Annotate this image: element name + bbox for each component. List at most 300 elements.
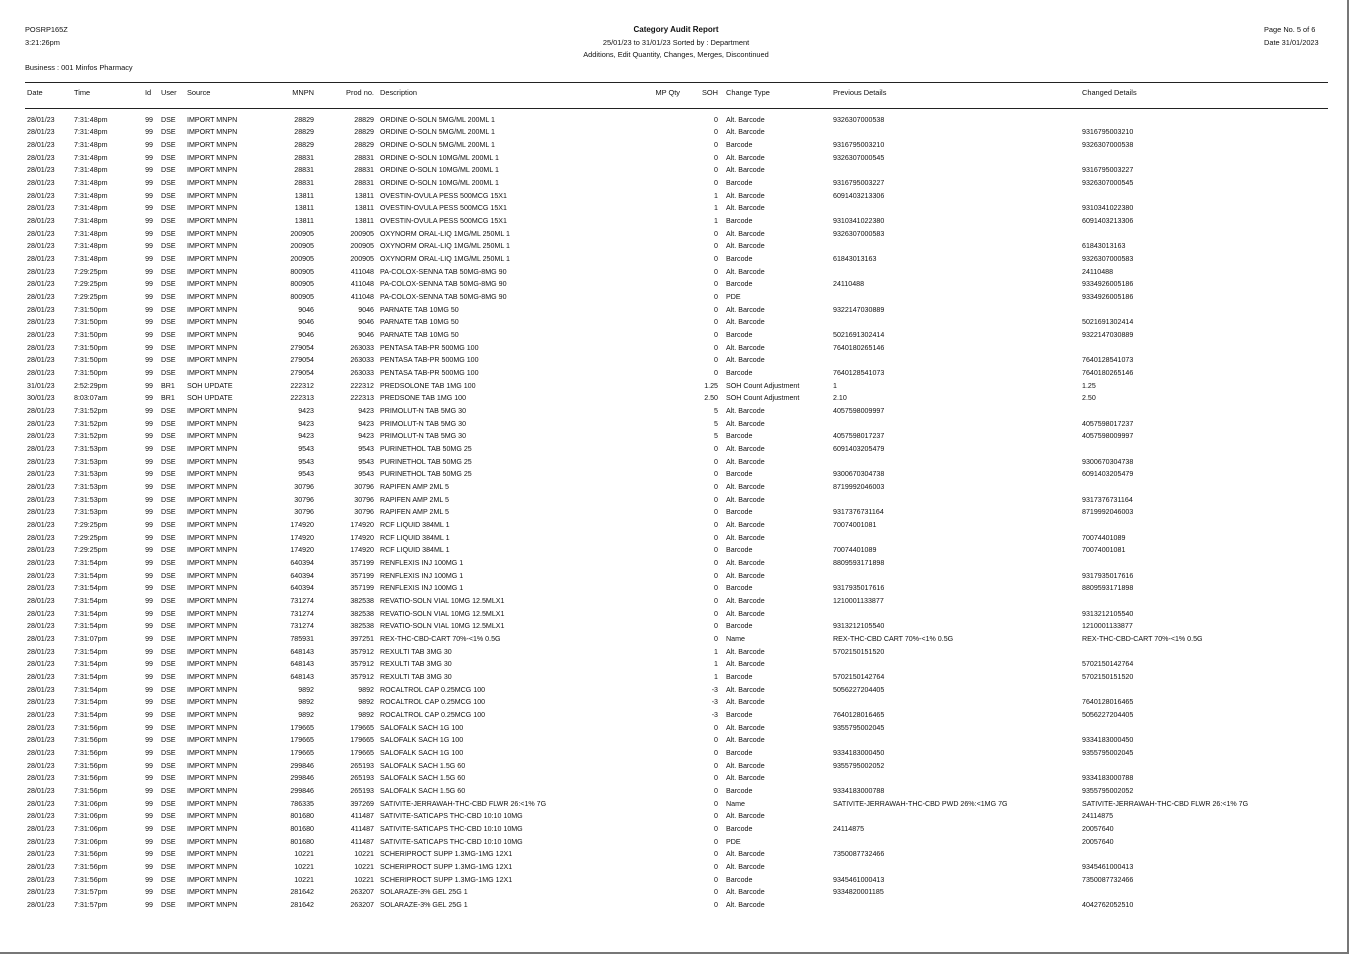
cell-prod-no: 9543 <box>358 444 374 453</box>
cell-user: DSE <box>161 343 176 352</box>
cell-id: 99 <box>145 343 153 352</box>
cell-time: 7:31:53pm <box>74 508 108 517</box>
col-previous-details: Previous Details <box>833 88 887 97</box>
cell-id: 99 <box>145 901 153 910</box>
cell-source: IMPORT MNPN <box>187 153 238 162</box>
cell-id: 99 <box>145 191 153 200</box>
cell-change-type: Alt. Barcode <box>726 115 765 124</box>
cell-change-type: Barcode <box>726 330 753 339</box>
cell-time: 7:31:53pm <box>74 470 108 479</box>
cell-id: 99 <box>145 875 153 884</box>
table-row <box>0 354 1349 367</box>
table-row <box>0 152 1349 165</box>
cell-mnpn: 28829 <box>294 115 314 124</box>
cell-changed-details: 9322147030889 <box>1082 330 1134 339</box>
cell-user: DSE <box>161 292 176 301</box>
cell-date: 28/01/23 <box>27 685 55 694</box>
cell-id: 99 <box>145 280 153 289</box>
cell-time: 7:31:48pm <box>74 128 108 137</box>
cell-description: SALOFALK SACH 1G 100 <box>380 749 464 758</box>
cell-previous-details: 9334183000450 <box>833 749 885 758</box>
cell-changed-details: 9317935017616 <box>1082 571 1134 580</box>
cell-change-type: Barcode <box>726 254 753 263</box>
cell-description: ORDINE O-SOLN 5MG/ML 200ML 1 <box>380 115 495 124</box>
cell-source: IMPORT MNPN <box>187 837 238 846</box>
cell-time: 7:31:54pm <box>74 685 108 694</box>
cell-source: IMPORT MNPN <box>187 508 238 517</box>
cell-prod-no: 357199 <box>350 571 374 580</box>
col-user: User <box>161 88 177 97</box>
cell-description: SATIVITE-SATICAPS THC-CBD 10:10 10MG <box>380 812 523 821</box>
cell-soh: 0 <box>714 888 718 897</box>
table-row <box>0 646 1349 659</box>
cell-changed-details: 9334926005186 <box>1082 280 1134 289</box>
cell-user: DSE <box>161 711 176 720</box>
cell-prod-no: 9046 <box>358 305 374 314</box>
cell-previous-details: 9355795002052 <box>833 761 885 770</box>
cell-previous-details: 4057598017237 <box>833 432 885 441</box>
cell-prod-no: 28829 <box>354 115 374 124</box>
cell-date: 28/01/23 <box>27 799 55 808</box>
cell-changed-details: 2.50 <box>1082 394 1096 403</box>
cell-changed-details: 4042762052510 <box>1082 901 1134 910</box>
cell-prod-no: 179665 <box>350 749 374 758</box>
cell-source: IMPORT MNPN <box>187 242 238 251</box>
cell-change-type: Alt. Barcode <box>726 356 765 365</box>
cell-date: 28/01/23 <box>27 343 55 352</box>
cell-time: 7:31:06pm <box>74 825 108 834</box>
cell-date: 28/01/23 <box>27 622 55 631</box>
cell-mnpn: 640394 <box>290 559 314 568</box>
cell-source: IMPORT MNPN <box>187 723 238 732</box>
cell-source: IMPORT MNPN <box>187 546 238 555</box>
cell-previous-details: REX-THC-CBD CART 70%-<1% 0.5G <box>833 635 954 644</box>
cell-source: IMPORT MNPN <box>187 559 238 568</box>
cell-soh: 0 <box>714 368 718 377</box>
table-row <box>0 684 1349 697</box>
cell-time: 7:31:48pm <box>74 204 108 213</box>
cell-mnpn: 800905 <box>290 292 314 301</box>
cell-date: 28/01/23 <box>27 457 55 466</box>
cell-mnpn: 30796 <box>294 495 314 504</box>
cell-changed-details: 6091403213306 <box>1082 216 1134 225</box>
cell-prod-no: 397269 <box>350 799 374 808</box>
cell-mnpn: 9423 <box>298 406 314 415</box>
cell-date: 28/01/23 <box>27 280 55 289</box>
cell-description: PA-COLOX-SENNA TAB 50MG-8MG 90 <box>380 280 507 289</box>
cell-previous-details: 70074401089 <box>833 546 877 555</box>
cell-soh: 0 <box>714 495 718 504</box>
cell-user: DSE <box>161 533 176 542</box>
cell-user: DSE <box>161 863 176 872</box>
cell-soh: 5 <box>714 406 718 415</box>
cell-changed-details: SATIVITE-JERRAWAH-THC-CBD FLWR 26:<1% 7G <box>1082 799 1249 808</box>
cell-user: DSE <box>161 685 176 694</box>
cell-user: DSE <box>161 280 176 289</box>
cell-date: 28/01/23 <box>27 584 55 593</box>
cell-id: 99 <box>145 305 153 314</box>
cell-source: IMPORT MNPN <box>187 736 238 745</box>
cell-description: PARNATE TAB 10MG 50 <box>380 318 459 327</box>
cell-source: IMPORT MNPN <box>187 229 238 238</box>
cell-user: DSE <box>161 660 176 669</box>
cell-change-type: Alt. Barcode <box>726 571 765 580</box>
cell-user: DSE <box>161 457 176 466</box>
cell-id: 99 <box>145 432 153 441</box>
col-change-type: Change Type <box>726 88 770 97</box>
cell-change-type: Name <box>726 799 745 808</box>
cell-description: SATIVITE-JERRAWAH-THC-CBD FLWR 26:<1% 7G <box>380 799 547 808</box>
cell-source: IMPORT MNPN <box>187 863 238 872</box>
cell-soh: 2.50 <box>704 394 718 403</box>
cell-mnpn: 10221 <box>294 863 314 872</box>
col-changed-details: Changed Details <box>1082 88 1137 97</box>
cell-description: PURINETHOL TAB 50MG 25 <box>380 457 472 466</box>
cell-changed-details: 7640180265146 <box>1082 368 1134 377</box>
cell-description: SALOFALK SACH 1G 100 <box>380 723 464 732</box>
cell-date: 28/01/23 <box>27 711 55 720</box>
cell-description: PENTASA TAB-PR 500MG 100 <box>380 368 479 377</box>
table-row <box>0 772 1349 785</box>
col-description: Description <box>380 88 417 97</box>
cell-id: 99 <box>145 242 153 251</box>
cell-mnpn: 299846 <box>290 774 314 783</box>
cell-prod-no: 174920 <box>350 521 374 529</box>
cell-user: DSE <box>161 647 176 656</box>
cell-time: 7:31:48pm <box>74 178 108 187</box>
cell-prod-no: 263033 <box>350 343 374 352</box>
cell-soh: 1 <box>714 647 718 656</box>
cell-change-type: Barcode <box>726 711 753 720</box>
cell-source: IMPORT MNPN <box>187 660 238 669</box>
cell-description: PURINETHOL TAB 50MG 25 <box>380 470 472 479</box>
cell-date: 28/01/23 <box>27 761 55 770</box>
cell-change-type: Alt. Barcode <box>726 647 765 656</box>
cell-source: IMPORT MNPN <box>187 888 238 897</box>
cell-time: 2:52:29pm <box>74 381 108 390</box>
table-row <box>0 342 1349 355</box>
cell-source: IMPORT MNPN <box>187 482 238 491</box>
cell-soh: 0 <box>714 128 718 137</box>
cell-date: 28/01/23 <box>27 673 55 682</box>
cell-change-type: Alt. Barcode <box>726 521 765 529</box>
cell-description: ORDINE O-SOLN 10MG/ML 200ML 1 <box>380 153 499 162</box>
cell-id: 99 <box>145 584 153 593</box>
cell-soh: 5 <box>714 419 718 428</box>
cell-source: IMPORT MNPN <box>187 495 238 504</box>
cell-time: 7:29:25pm <box>74 546 108 555</box>
cell-id: 99 <box>145 635 153 644</box>
cell-time: 7:31:54pm <box>74 711 108 720</box>
report-subtitle: Additions, Edit Quantity, Changes, Merges, Discontinued <box>583 50 769 59</box>
cell-soh: 0 <box>714 723 718 732</box>
cell-soh: 0 <box>714 267 718 276</box>
cell-previous-details: 9334183000788 <box>833 787 885 796</box>
cell-source: IMPORT MNPN <box>187 761 238 770</box>
cell-source: IMPORT MNPN <box>187 254 238 263</box>
cell-time: 7:31:48pm <box>74 216 108 225</box>
cell-user: DSE <box>161 609 176 618</box>
cell-change-type: Alt. Barcode <box>726 166 765 175</box>
cell-user: DSE <box>161 673 176 682</box>
cell-soh: 0 <box>714 508 718 517</box>
cell-soh: 0 <box>714 571 718 580</box>
cell-soh: 0 <box>714 799 718 808</box>
cell-change-type: Alt. Barcode <box>726 698 765 707</box>
cell-id: 99 <box>145 254 153 263</box>
cell-date: 28/01/23 <box>27 736 55 745</box>
cell-change-type: Alt. Barcode <box>726 128 765 137</box>
cell-user: DSE <box>161 571 176 580</box>
cell-user: DSE <box>161 622 176 631</box>
cell-user: DSE <box>161 723 176 732</box>
cell-change-type: PDE <box>726 837 741 846</box>
cell-changed-details: 5702150142764 <box>1082 660 1134 669</box>
cell-date: 28/01/23 <box>27 153 55 162</box>
cell-user: DSE <box>161 153 176 162</box>
cell-changed-details: 9326307000538 <box>1082 140 1134 149</box>
table-row <box>0 304 1349 317</box>
cell-change-type: Alt. Barcode <box>726 660 765 669</box>
cell-change-type: Alt. Barcode <box>726 204 765 213</box>
cell-description: PA-COLOX-SENNA TAB 50MG-8MG 90 <box>380 292 507 301</box>
table-row <box>0 329 1349 342</box>
cell-date: 28/01/23 <box>27 787 55 796</box>
cell-soh: 1.25 <box>704 381 718 390</box>
cell-date: 28/01/23 <box>27 508 55 517</box>
cell-id: 99 <box>145 622 153 631</box>
cell-change-type: Barcode <box>726 749 753 758</box>
cell-change-type: Alt. Barcode <box>726 609 765 618</box>
cell-prod-no: 9543 <box>358 470 374 479</box>
cell-user: DSE <box>161 128 176 137</box>
cell-previous-details: 61843013163 <box>833 254 877 263</box>
table-row <box>0 519 1349 532</box>
cell-change-type: Barcode <box>726 216 753 225</box>
cell-user: DSE <box>161 901 176 910</box>
cell-id: 99 <box>145 685 153 694</box>
cell-date: 28/01/23 <box>27 597 55 606</box>
cell-soh: 0 <box>714 280 718 289</box>
cell-date: 28/01/23 <box>27 863 55 872</box>
cell-soh: 0 <box>714 166 718 175</box>
cell-mnpn: 279054 <box>290 356 314 365</box>
cell-prod-no: 357199 <box>350 559 374 568</box>
cell-mnpn: 222312 <box>290 381 314 390</box>
cell-mnpn: 179665 <box>290 723 314 732</box>
cell-description: REXULTI TAB 3MG 30 <box>380 647 452 656</box>
cell-source: IMPORT MNPN <box>187 318 238 327</box>
cell-previous-details: 9300670304738 <box>833 470 885 479</box>
cell-change-type: Alt. Barcode <box>726 761 765 770</box>
table-row <box>0 367 1349 380</box>
cell-prod-no: 10221 <box>354 863 374 872</box>
table-row <box>0 253 1349 266</box>
cell-source: IMPORT MNPN <box>187 799 238 808</box>
cell-prod-no: 411487 <box>350 812 374 821</box>
cell-source: SOH UPDATE <box>187 394 233 403</box>
cell-prod-no: 222313 <box>350 394 374 403</box>
cell-change-type: Alt. Barcode <box>726 863 765 872</box>
cell-soh: 0 <box>714 305 718 314</box>
cell-time: 7:31:54pm <box>74 597 108 606</box>
cell-change-type: Barcode <box>726 178 753 187</box>
cell-id: 99 <box>145 774 153 783</box>
cell-change-type: Barcode <box>726 622 753 631</box>
cell-change-type: Barcode <box>726 368 753 377</box>
cell-id: 99 <box>145 673 153 682</box>
cell-id: 99 <box>145 799 153 808</box>
table-row <box>0 139 1349 152</box>
cell-prod-no: 263033 <box>350 368 374 377</box>
cell-user: DSE <box>161 635 176 644</box>
cell-mnpn: 9046 <box>298 330 314 339</box>
cell-description: SOLARAZE-3% GEL 25G 1 <box>380 888 468 897</box>
cell-soh: 0 <box>714 330 718 339</box>
cell-source: IMPORT MNPN <box>187 216 238 225</box>
cell-description: RENFLEXIS INJ 100MG 1 <box>380 584 464 593</box>
cell-changed-details: 61843013163 <box>1082 242 1126 251</box>
cell-source: IMPORT MNPN <box>187 470 238 479</box>
cell-user: DSE <box>161 229 176 238</box>
cell-previous-details: 9316795003210 <box>833 140 885 149</box>
cell-description: ORDINE O-SOLN 10MG/ML 200ML 1 <box>380 178 499 187</box>
cell-mnpn: 801680 <box>290 825 314 834</box>
cell-id: 99 <box>145 850 153 859</box>
table-row <box>0 126 1349 139</box>
table-row <box>0 608 1349 621</box>
cell-change-type: Alt. Barcode <box>726 267 765 276</box>
cell-mnpn: 9543 <box>298 470 314 479</box>
cell-time: 7:31:56pm <box>74 875 108 884</box>
table-row <box>0 392 1349 405</box>
cell-date: 28/01/23 <box>27 406 55 415</box>
table-row <box>0 696 1349 709</box>
cell-prod-no: 9423 <box>358 406 374 415</box>
cell-id: 99 <box>145 609 153 618</box>
cell-change-type: PDE <box>726 292 741 301</box>
cell-description: SALOFALK SACH 1.5G 60 <box>380 774 466 783</box>
cell-change-type: Barcode <box>726 432 753 441</box>
table-row <box>0 874 1349 887</box>
cell-changed-details: 70074001081 <box>1082 546 1126 555</box>
cell-date: 28/01/23 <box>27 647 55 656</box>
cell-prod-no: 397251 <box>350 635 374 644</box>
cell-soh: 0 <box>714 837 718 846</box>
header-bottom-rule <box>25 108 1328 109</box>
table-row <box>0 114 1349 127</box>
cell-source: IMPORT MNPN <box>187 191 238 200</box>
cell-soh: 0 <box>714 609 718 618</box>
cell-user: DSE <box>161 584 176 593</box>
cell-soh: 0 <box>714 140 718 149</box>
cell-changed-details: 1.25 <box>1082 381 1096 390</box>
cell-changed-details: 9316795003210 <box>1082 128 1134 137</box>
cell-soh: 0 <box>714 178 718 187</box>
cell-source: IMPORT MNPN <box>187 571 238 580</box>
cell-id: 99 <box>145 204 153 213</box>
cell-mnpn: 785931 <box>290 635 314 644</box>
cell-prod-no: 28829 <box>354 128 374 137</box>
cell-date: 28/01/23 <box>27 140 55 149</box>
cell-mnpn: 200905 <box>290 254 314 263</box>
cell-prod-no: 9423 <box>358 419 374 428</box>
cell-source: IMPORT MNPN <box>187 178 238 187</box>
cell-mnpn: 9543 <box>298 444 314 453</box>
cell-mnpn: 9423 <box>298 432 314 441</box>
cell-change-type: Alt. Barcode <box>726 191 765 200</box>
cell-soh: 0 <box>714 153 718 162</box>
cell-changed-details: 4057598017237 <box>1082 419 1134 428</box>
table-row <box>0 633 1349 646</box>
cell-changed-details: 6091403205479 <box>1082 470 1134 479</box>
cell-prod-no: 28831 <box>354 166 374 175</box>
col-soh: SOH <box>701 88 718 97</box>
cell-id: 99 <box>145 267 153 276</box>
cell-date: 28/01/23 <box>27 444 55 453</box>
table-row <box>0 798 1349 811</box>
cell-soh: -3 <box>711 685 718 694</box>
cell-previous-details: 8719992046003 <box>833 482 885 491</box>
cell-mnpn: 9046 <box>298 305 314 314</box>
table-row <box>0 861 1349 874</box>
cell-change-type: Alt. Barcode <box>726 533 765 542</box>
cell-date: 28/01/23 <box>27 875 55 884</box>
cell-description: PREDSOLONE TAB 1MG 100 <box>380 381 476 390</box>
cell-id: 99 <box>145 457 153 466</box>
cell-prod-no: 263207 <box>350 888 374 897</box>
cell-source: SOH UPDATE <box>187 381 233 390</box>
cell-description: ROCALTROL CAP 0.25MCG 100 <box>380 698 486 707</box>
cell-previous-details: 9326307000583 <box>833 229 885 238</box>
cell-source: IMPORT MNPN <box>187 356 238 365</box>
report-date-range: 25/01/23 to 31/01/23 Sorted by : Department <box>602 38 750 47</box>
cell-previous-details: 6091403205479 <box>833 444 885 453</box>
cell-changed-details: 7640128541073 <box>1082 356 1134 365</box>
cell-soh: 0 <box>714 635 718 644</box>
cell-mnpn: 200905 <box>290 229 314 238</box>
cell-description: OXYNORM ORAL-LIQ 1MG/ML 250ML 1 <box>380 254 510 263</box>
table-row <box>0 177 1349 190</box>
cell-source: IMPORT MNPN <box>187 406 238 415</box>
cell-user: DSE <box>161 166 176 175</box>
cell-id: 99 <box>145 495 153 504</box>
cell-soh: 0 <box>714 787 718 796</box>
cell-date: 28/01/23 <box>27 470 55 479</box>
cell-changed-details: 9316795003227 <box>1082 166 1134 175</box>
cell-prod-no: 357912 <box>350 660 374 669</box>
cell-mnpn: 281642 <box>290 888 314 897</box>
cell-id: 99 <box>145 736 153 745</box>
cell-soh: 0 <box>714 901 718 910</box>
cell-description: REVATIO-SOLN VIAL 10MG 12.5MLX1 <box>380 597 505 606</box>
cell-mnpn: 28831 <box>294 178 314 187</box>
col-date: Date <box>27 88 43 97</box>
cell-date: 28/01/23 <box>27 774 55 783</box>
cell-source: IMPORT MNPN <box>187 204 238 213</box>
cell-id: 99 <box>145 660 153 669</box>
cell-changed-details: 70074401089 <box>1082 533 1126 542</box>
cell-description: REVATIO-SOLN VIAL 10MG 12.5MLX1 <box>380 622 505 631</box>
cell-date: 28/01/23 <box>27 115 55 124</box>
cell-source: IMPORT MNPN <box>187 166 238 175</box>
cell-source: IMPORT MNPN <box>187 673 238 682</box>
table-row <box>0 595 1349 608</box>
cell-mnpn: 9892 <box>298 711 314 720</box>
cell-id: 99 <box>145 533 153 542</box>
cell-prod-no: 200905 <box>350 229 374 238</box>
cell-time: 7:31:50pm <box>74 368 108 377</box>
